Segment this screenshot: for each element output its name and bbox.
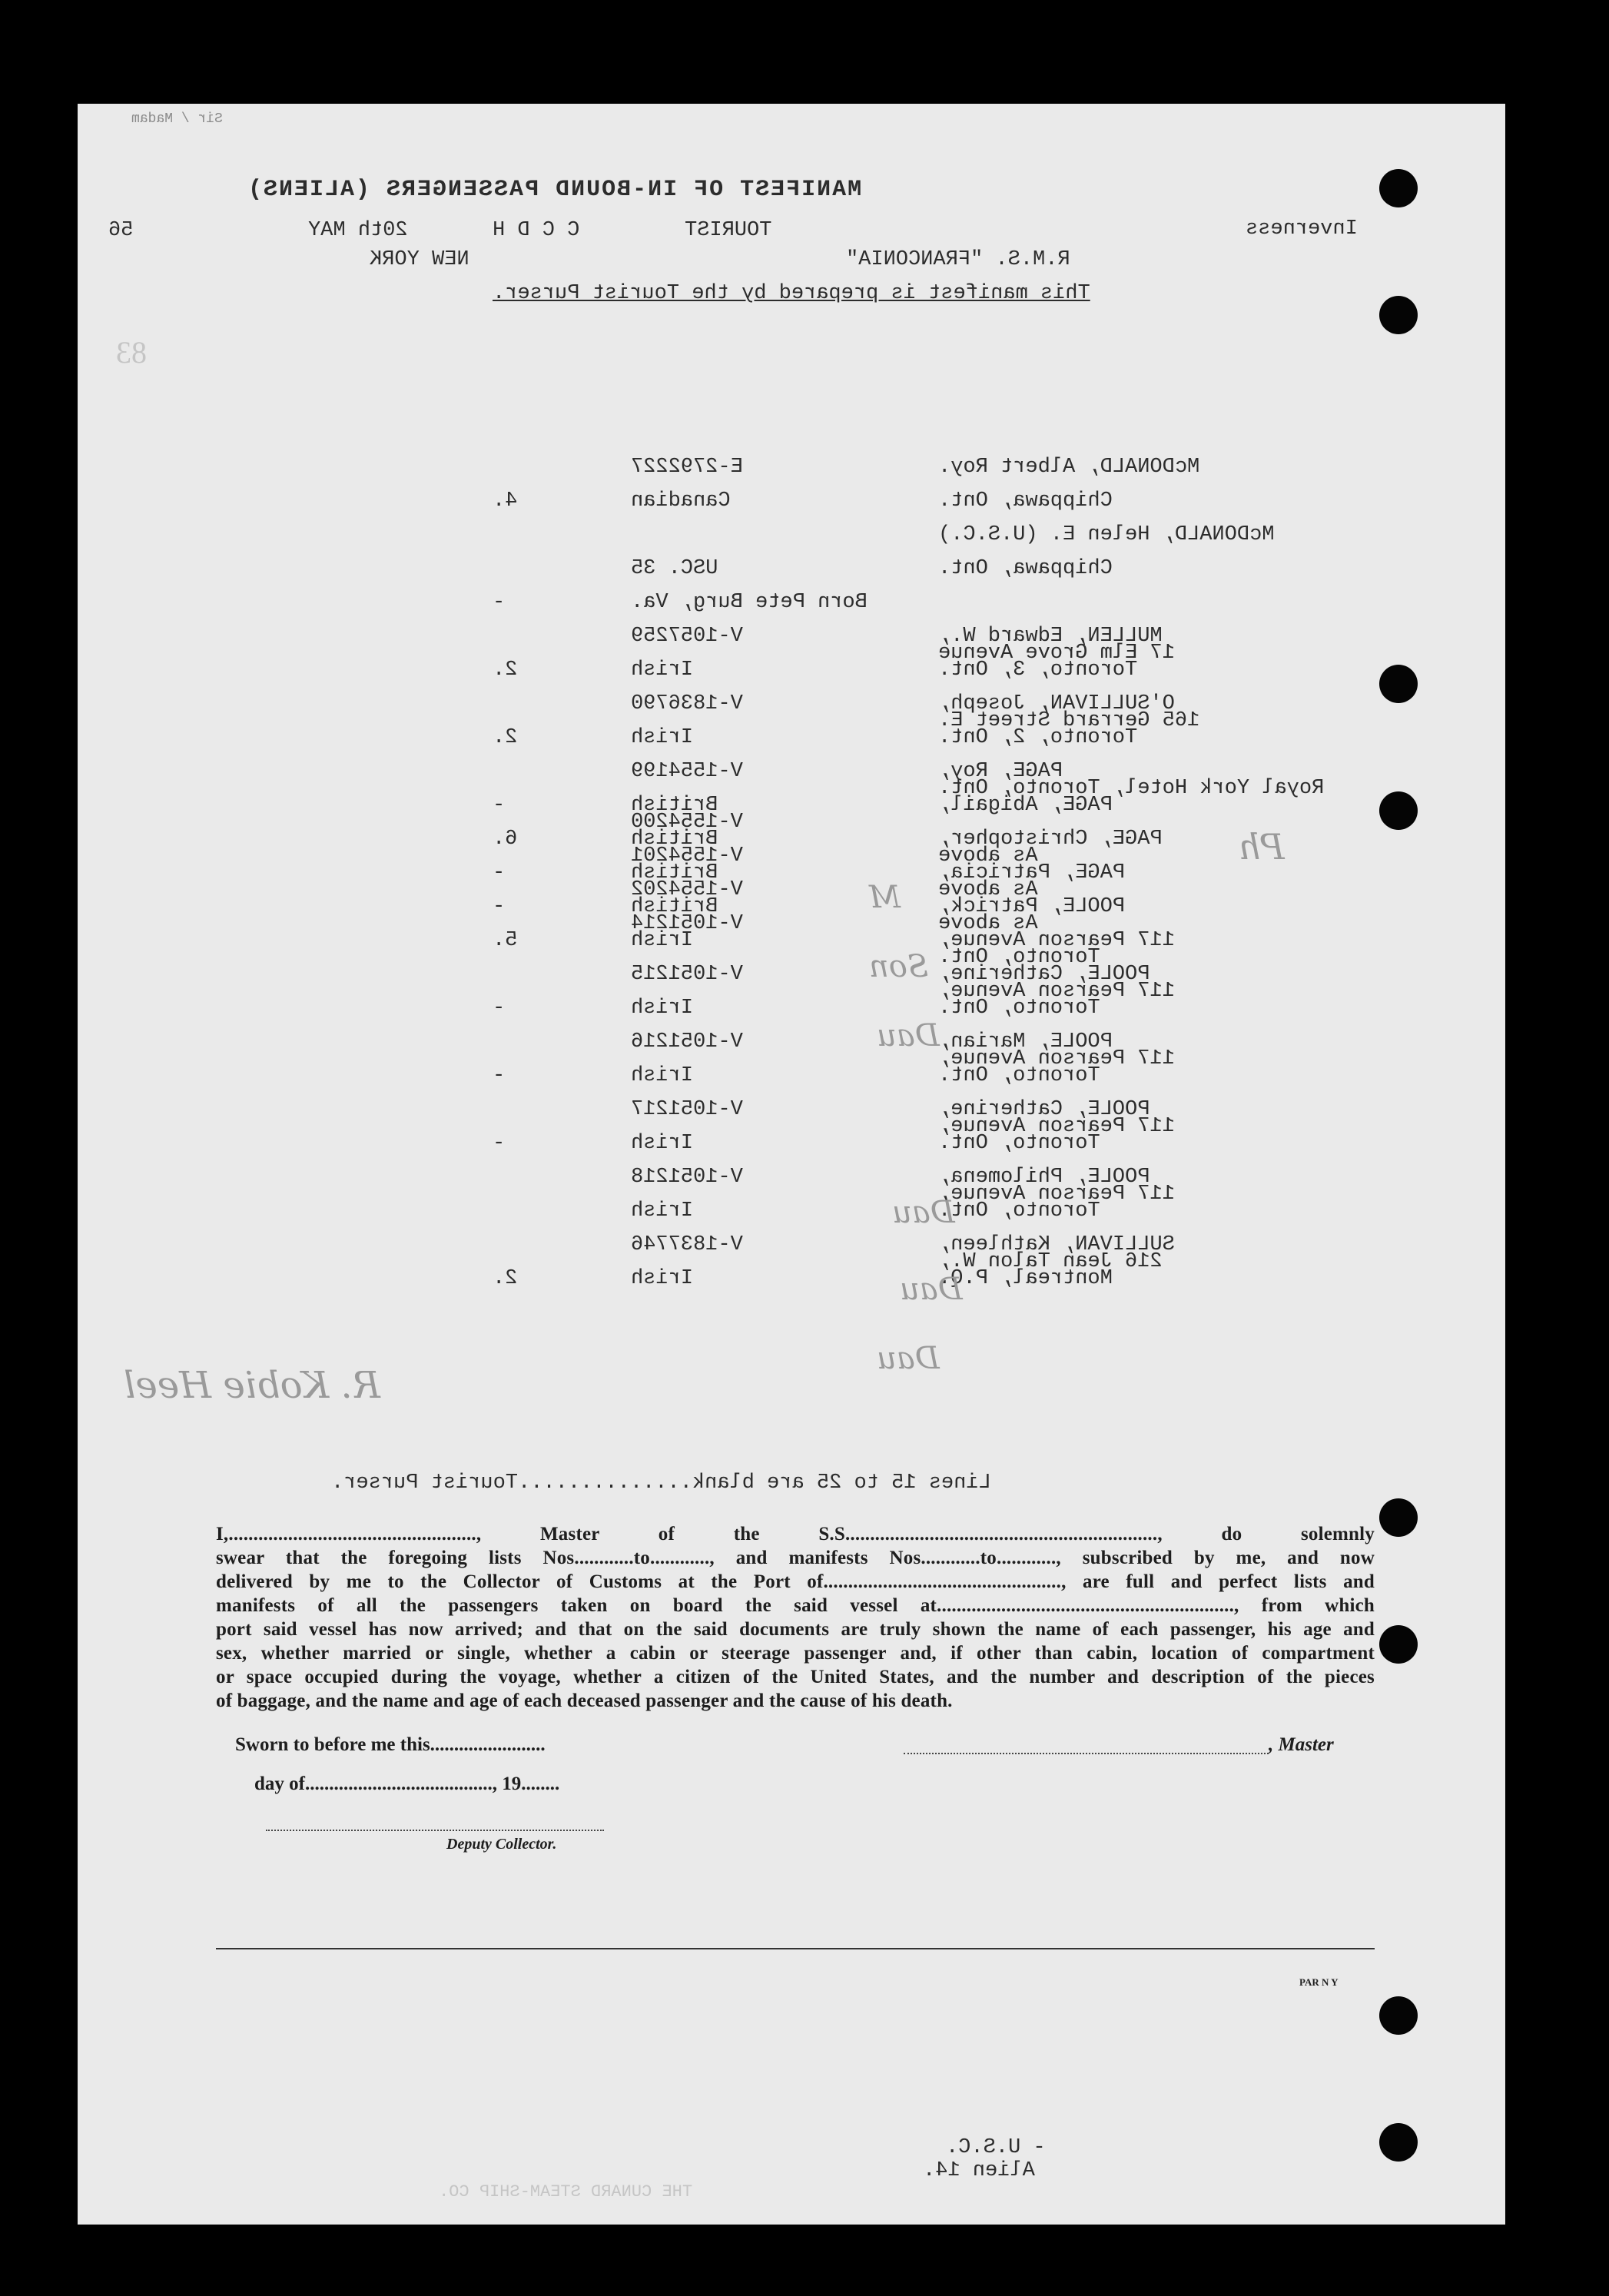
handwritten-initials: Ph <box>1238 826 1285 868</box>
entry-name: POOLE, Philomena, <box>938 1166 1150 1189</box>
entry-name: Toronto, Ont. <box>938 997 1100 1020</box>
entry-reference: USC. 35 <box>631 557 718 580</box>
entry-reference: Irish <box>631 1064 694 1087</box>
sworn-before-label: Sworn to before me this........................ <box>235 1734 546 1755</box>
entry-name: MULLEN, Edward W., <box>938 625 1163 648</box>
entry-reference: Irish <box>631 1199 694 1223</box>
sheet-number: 56 <box>108 219 134 242</box>
oath-line-4: manifests of all the passengers taken on board the said vessel at............................................................, from which <box>216 1595 1375 1616</box>
ship-code: C C D H <box>493 219 580 242</box>
port-name: NEW YORK <box>370 248 469 271</box>
entry-address: As above <box>938 912 1038 935</box>
entry-reference: Born Pete Burg, Va. <box>631 591 868 614</box>
entry-reference: Canadian <box>631 489 731 513</box>
entry-name: PAGE, Abigail, <box>938 794 1113 817</box>
entry-address: 216 Jean Talon W., <box>938 1250 1163 1273</box>
printer-mark: PAR N Y <box>1299 1976 1339 1988</box>
bottom-rule <box>216 1948 1375 1949</box>
entry-mark: - <box>493 861 506 884</box>
entry-nationality: V-1554202 <box>631 878 743 901</box>
handwritten-mark-6: Dau <box>877 1341 940 1376</box>
deputy-collector-label: Deputy Collector. <box>446 1836 557 1853</box>
margin-number: 83 <box>116 335 147 370</box>
entry-name: O'SULLIVAN, Joseph, <box>938 692 1175 715</box>
entry-address: 117 Pearson Avenue, <box>938 1047 1175 1070</box>
entry-reference: British <box>631 861 718 884</box>
entry-name: SULLIVAN, Kathleen, <box>938 1233 1175 1256</box>
entry-reference: Irish <box>631 1267 694 1290</box>
entry-mark: - <box>493 591 506 614</box>
entry-reference: V-1051218 <box>631 1166 743 1189</box>
entry-mark: 2. <box>493 726 518 749</box>
entry-name: PAGE, Roy, <box>938 760 1063 783</box>
entry-reference: V-1837746 <box>631 1233 743 1256</box>
entry-reference: V-1554199 <box>631 760 743 783</box>
entry-name: Toronto, Ont. <box>938 1199 1100 1223</box>
entry-address: 117 Pearson Avenue, <box>938 1183 1175 1206</box>
day-of-label: day of......................................., 19........ <box>254 1773 560 1794</box>
entry-name: POOLE, Catherine, <box>938 1098 1150 1121</box>
oath-line-6: sex, whether married or single, whether a cabin or steerage passenger and, if other than cabin, location of compartment <box>216 1643 1375 1664</box>
class-line: TOURIST <box>685 219 772 242</box>
oath-line-7: or space occupied during the voyage, whether a citizen of the United States, and the number and description of the pieces <box>216 1667 1375 1687</box>
entry-name: McDONALD, Helen E. (U.S.C.) <box>938 523 1275 546</box>
entry-address: 117 Pearson Avenue, <box>938 980 1175 1003</box>
entry-reference: Irish <box>631 929 694 952</box>
entry-reference: V-1051217 <box>631 1098 743 1121</box>
handwritten-mark-5: Dau <box>900 1272 963 1307</box>
handwritten-mark-3: Dau <box>877 1018 940 1053</box>
entry-name: Toronto, Ont. <box>938 1132 1100 1155</box>
footer-totals-1: - U.S.C. <box>946 2136 1046 2159</box>
entry-name: PAGE, Patricia, <box>938 861 1126 884</box>
entry-mark: 6. <box>493 828 518 851</box>
ship-name: R.M.S. "FRANCONIA" <box>846 248 1070 271</box>
entry-reference: V-1051215 <box>631 963 743 986</box>
entry-address: As above <box>938 878 1038 901</box>
entry-address: 165 Gerrard Street E. <box>938 709 1200 732</box>
line-reference: Inverness <box>1246 217 1358 241</box>
oath-line-1: I,.................................................., Master of the S.S..............................................................., do solemnly <box>216 1524 1375 1544</box>
entry-name: Toronto, 3, Ont. <box>938 659 1138 682</box>
handwritten-mark-4: Dau <box>892 1195 955 1230</box>
entry-reference: British <box>631 895 718 918</box>
entry-name: POOLE, Marian, <box>938 1030 1113 1053</box>
entry-mark: - <box>493 1132 506 1155</box>
entry-name: Chippawa, Ont. <box>938 557 1113 580</box>
entry-name: Montreal, P.Q. <box>938 1267 1113 1290</box>
entry-address: Royal York Hotel, Toronto, Ont. <box>938 777 1325 800</box>
entry-reference: V-1051216 <box>631 1030 743 1053</box>
company-imprint: THE CUNARD STEAM-SHIP CO. <box>439 2182 693 2201</box>
entry-reference: Irish <box>631 726 694 749</box>
entry-reference: British <box>631 794 718 817</box>
entry-mark: - <box>493 1064 506 1087</box>
entry-name: Toronto, Ont. <box>938 1064 1100 1087</box>
oath-line-5: port said vessel has now arrived; and that on the said documents are truly shown the name of each passenger, his age and <box>216 1619 1375 1640</box>
oath-line-8: of baggage, and the name and age of each deceased passenger and the cause of his death. <box>216 1690 953 1711</box>
deputy-signature-line <box>266 1811 604 1831</box>
entry-mark: 2. <box>493 659 518 682</box>
entry-name: McDONALD, Albert Roy. <box>938 456 1200 479</box>
entry-name: PAGE, Christopher, <box>938 828 1163 851</box>
manifest-title: MANIFEST OF IN-BOUND PASSENGERS (ALIENS) <box>247 177 862 203</box>
handwritten-mark-2: Son <box>869 949 929 984</box>
entry-address: As above <box>938 844 1038 868</box>
master-label: , Master <box>1269 1734 1334 1755</box>
entry-address: 17 Elm Grove Avenue <box>938 642 1175 665</box>
oath-line-2: swear that the foregoing lists Nos............to............, and manifests Nos............to............, subscribed by me, and now <box>216 1548 1375 1568</box>
punch-hole-4 <box>1379 791 1418 830</box>
entry-nationality: V-1051214 <box>631 912 743 935</box>
entry-name: POOLE, Catherine, <box>938 963 1150 986</box>
punch-hole-3 <box>1379 665 1418 703</box>
oath-line-3: delivered by me to the Collector of Customs at the Port of................................................, are full and perfect lists and <box>216 1571 1375 1592</box>
punch-hole-8 <box>1379 2123 1418 2162</box>
entry-mark: 2. <box>493 1267 518 1290</box>
entry-reference: Irish <box>631 997 694 1020</box>
entry-mark: - <box>493 794 506 817</box>
handwritten-mark-1: M <box>869 880 901 915</box>
entry-name: Toronto, 2, Ont. <box>938 726 1138 749</box>
entry-mark: 5. <box>493 929 518 952</box>
entry-nationality: V-1554200 <box>631 811 743 834</box>
manifest-page <box>78 104 1505 2225</box>
blank-lines-note: Lines 15 to 25 are blank..............Tourist Purser. <box>331 1471 991 1495</box>
entry-reference: British <box>631 828 718 851</box>
master-signature-line <box>904 1734 1269 1754</box>
punch-hole-6 <box>1379 1625 1418 1664</box>
entry-reference: Irish <box>631 659 694 682</box>
entry-mark: - <box>493 895 506 918</box>
entry-name: 117 Pearson Avenue, <box>938 929 1175 952</box>
punch-hole-5 <box>1379 1498 1418 1537</box>
purser-note: This manifest is prepared by the Tourist Purser. <box>493 282 1090 305</box>
entry-mark: - <box>493 997 506 1020</box>
footer-totals-2: Alien 14. <box>923 2159 1035 2182</box>
punch-hole-2 <box>1379 296 1418 334</box>
entry-address: 117 Pearson Avenue, <box>938 1115 1175 1138</box>
handwritten-signature: R. Kobie Heel <box>124 1364 380 1407</box>
entry-reference: V-1836790 <box>631 692 743 715</box>
entry-nationality: V-1554201 <box>631 844 743 868</box>
arrival-date: 20th MAY <box>308 219 408 242</box>
entry-reference: E-2792227 <box>631 456 743 479</box>
entry-reference: Irish <box>631 1132 694 1155</box>
entry-address: Toronto, Ont. <box>938 946 1100 969</box>
entry-name: POOLE, Patrick, <box>938 895 1126 918</box>
entry-mark: 4. <box>493 489 518 513</box>
header-ghost-left: Sir / Madam <box>131 111 223 127</box>
punch-hole-1 <box>1379 169 1418 207</box>
punch-hole-7 <box>1379 1996 1418 2035</box>
entry-reference: V-1057259 <box>631 625 743 648</box>
entry-name: Chippawa, Ont. <box>938 489 1113 513</box>
